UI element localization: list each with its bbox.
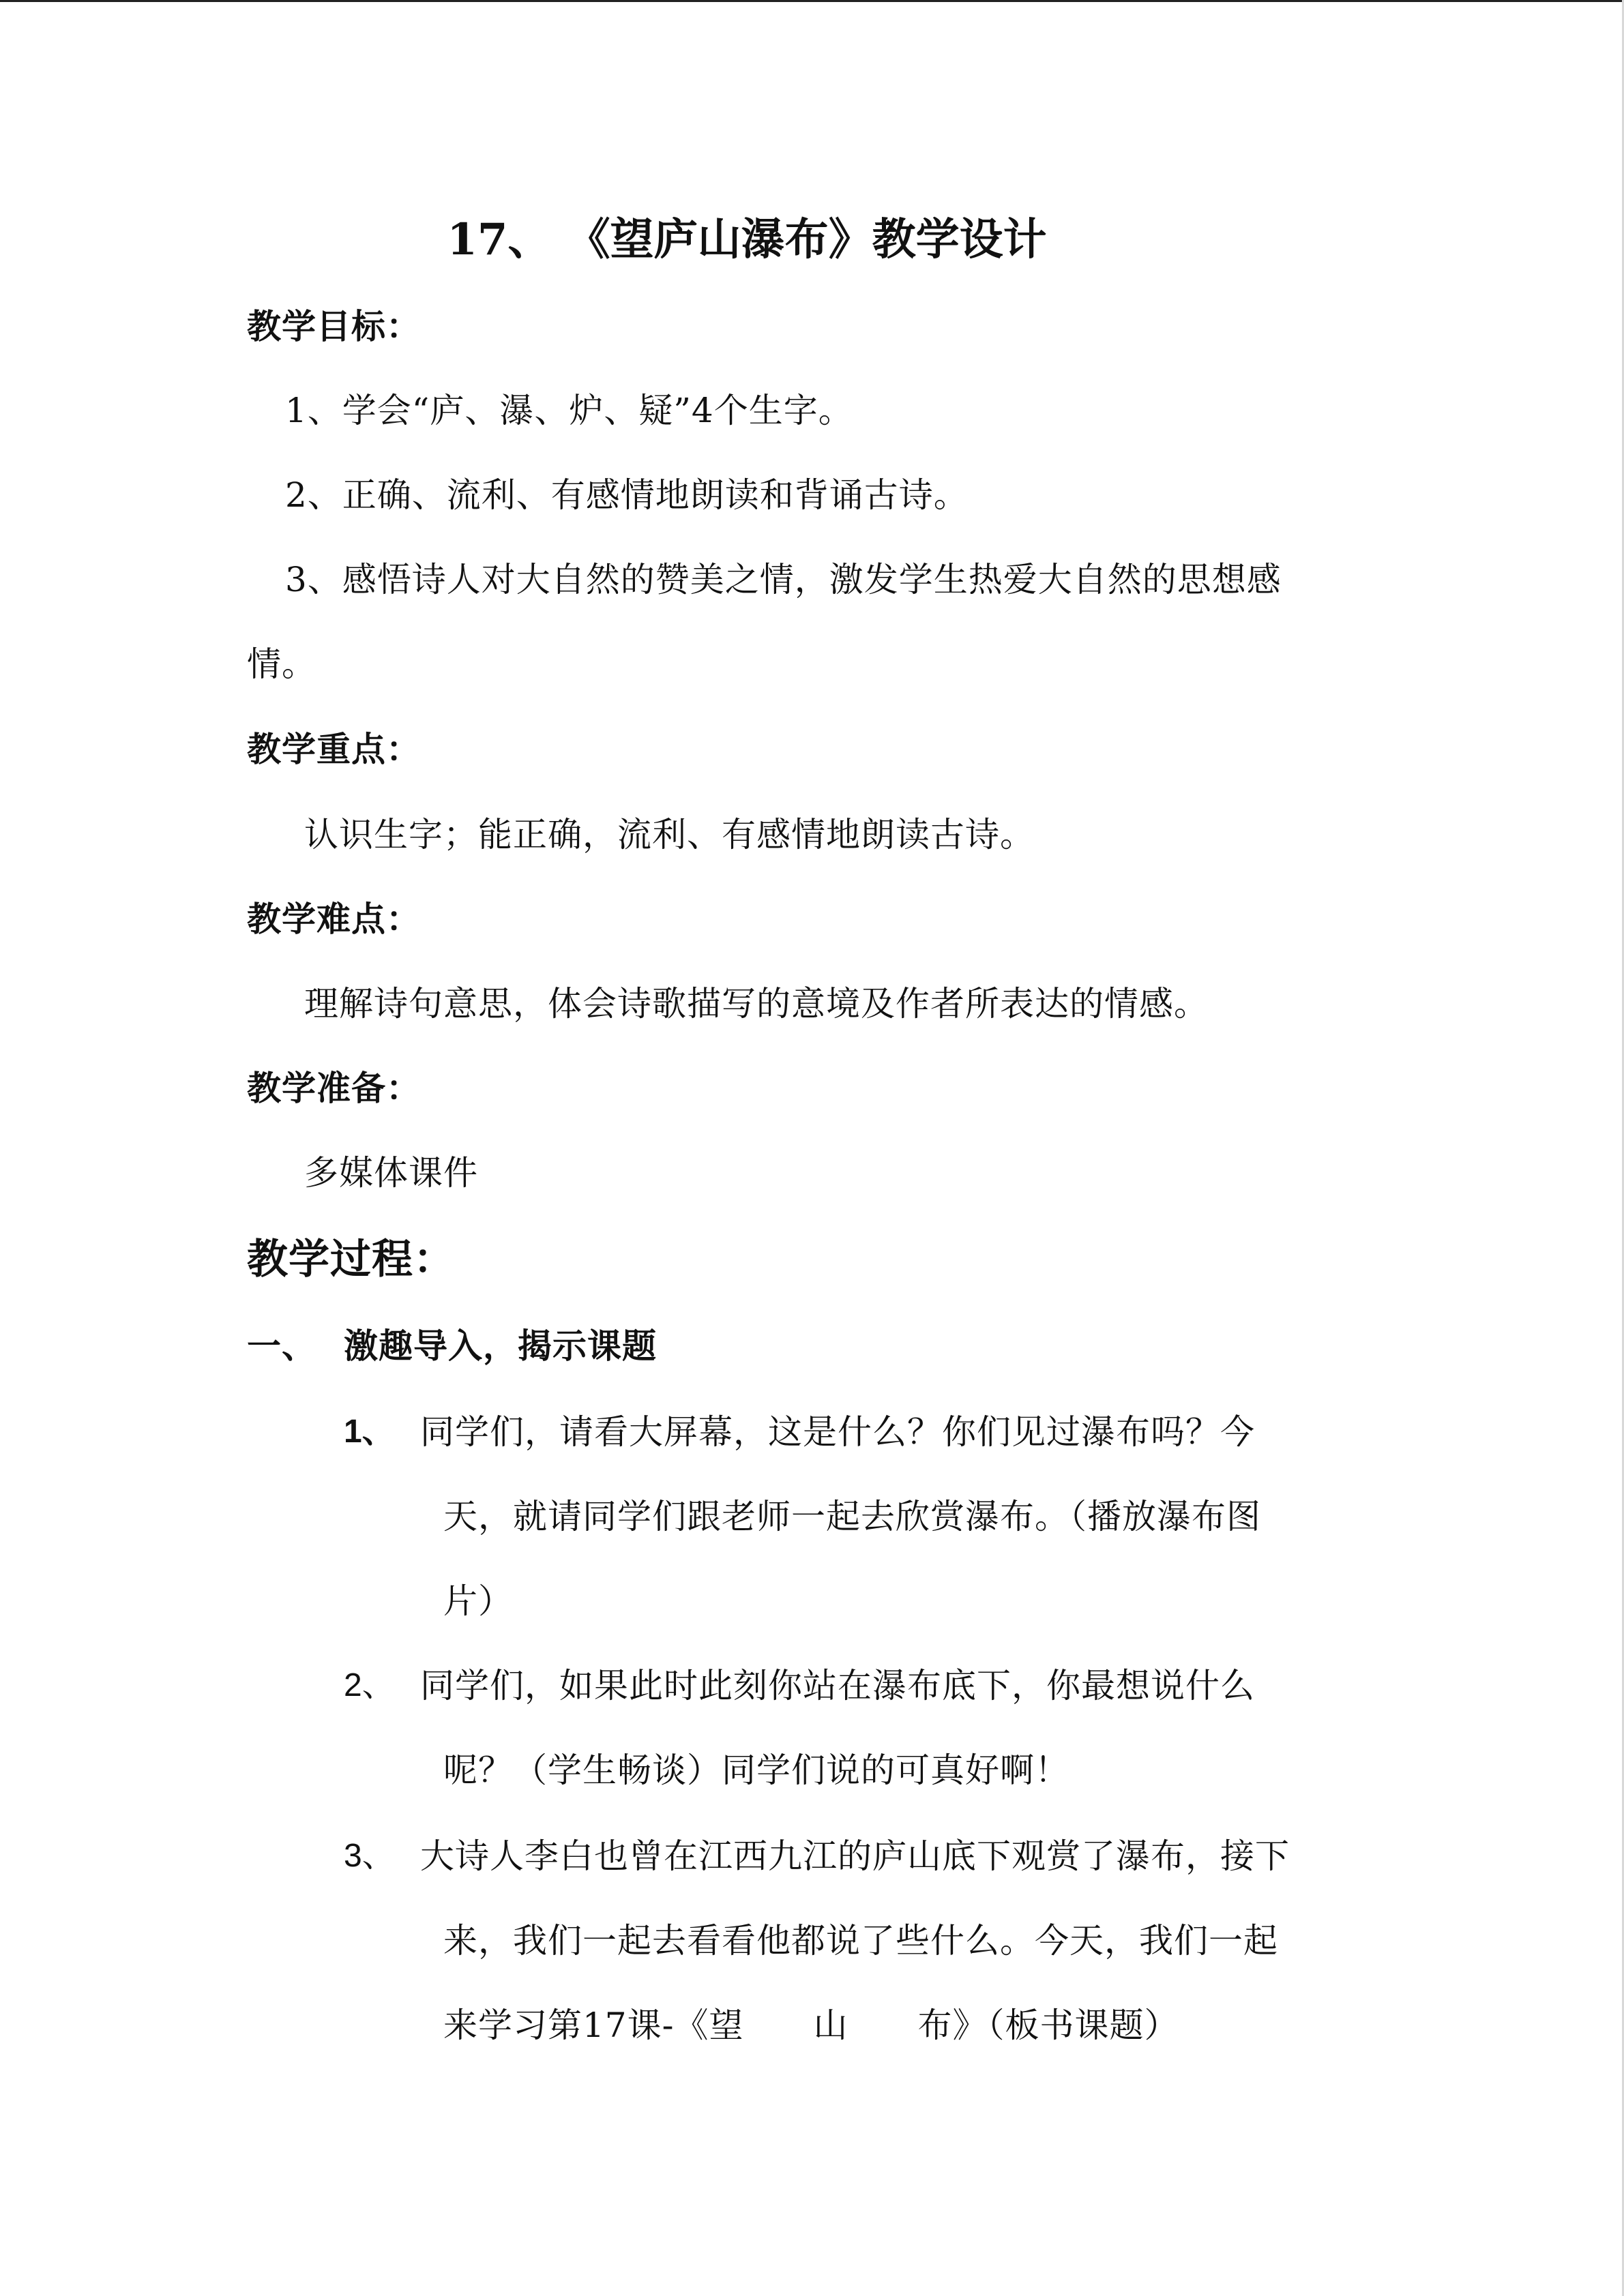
step-2-line-1: 同学们，如果此时此刻你站在瀑布底下，你最想说什么 xyxy=(420,1666,1255,1705)
difficulties-heading: 教学难点： xyxy=(247,899,421,939)
step-2-number: 2、 xyxy=(344,1667,395,1703)
difficulties-text: 理解诗句意思，体会诗歌描写的意境及作者所表达的情感。 xyxy=(304,984,1209,1024)
preparation-heading: 教学准备： xyxy=(247,1068,421,1108)
process-heading: 教学过程： xyxy=(247,1236,455,1283)
objectives-heading: 教学目标： xyxy=(247,306,421,346)
section-1-title: 激趣导入，揭示课题 xyxy=(344,1326,657,1366)
document-title: 17、 《望庐山瀑布》教学设计 xyxy=(447,214,1047,265)
key-points-heading: 教学重点： xyxy=(247,729,421,769)
step-1-line-2: 天，就请同学们跟老师一起去欣赏瀑布。（播放瀑布图 xyxy=(443,1497,1261,1536)
top-border-rule xyxy=(0,0,1624,2)
step-1-number: 1、 xyxy=(344,1414,395,1450)
step-1-line-3: 片） xyxy=(443,1581,513,1621)
section-1-marker: 一、 xyxy=(247,1326,316,1366)
objective-item-1: 1、学会“庐、瀑、炉、疑”4个生字。 xyxy=(285,391,853,430)
key-points-text: 认识生字；能正确，流利、有感情地朗读古诗。 xyxy=(304,815,1035,854)
objective-item-2: 2、正确、流利、有感情地朗读和背诵古诗。 xyxy=(285,475,969,515)
step-3-line-3: 来学习第17课-《望 山 布》（板书课题） xyxy=(443,2006,1179,2045)
preparation-text: 多媒体课件 xyxy=(304,1153,478,1193)
step-3-line-2: 来，我们一起去看看他都说了些什么。今天，我们一起 xyxy=(443,1921,1278,1960)
step-3-line-1: 大诗人李白也曾在江西九江的庐山底下观赏了瀑布，接下 xyxy=(420,1836,1290,1876)
step-1-line-1: 同学们，请看大屏幕，这是什么？你们见过瀑布吗？今 xyxy=(420,1412,1255,1452)
objective-item-3: 3、感悟诗人对大自然的赞美之情，激发学生热爱大自然的思想感 xyxy=(285,560,1282,599)
step-2-line-2: 呢？（学生畅谈）同学们说的可真好啊！ xyxy=(443,1750,1069,1790)
objective-item-3-continued: 情。 xyxy=(247,644,316,684)
step-3-number: 3、 xyxy=(344,1838,395,1874)
